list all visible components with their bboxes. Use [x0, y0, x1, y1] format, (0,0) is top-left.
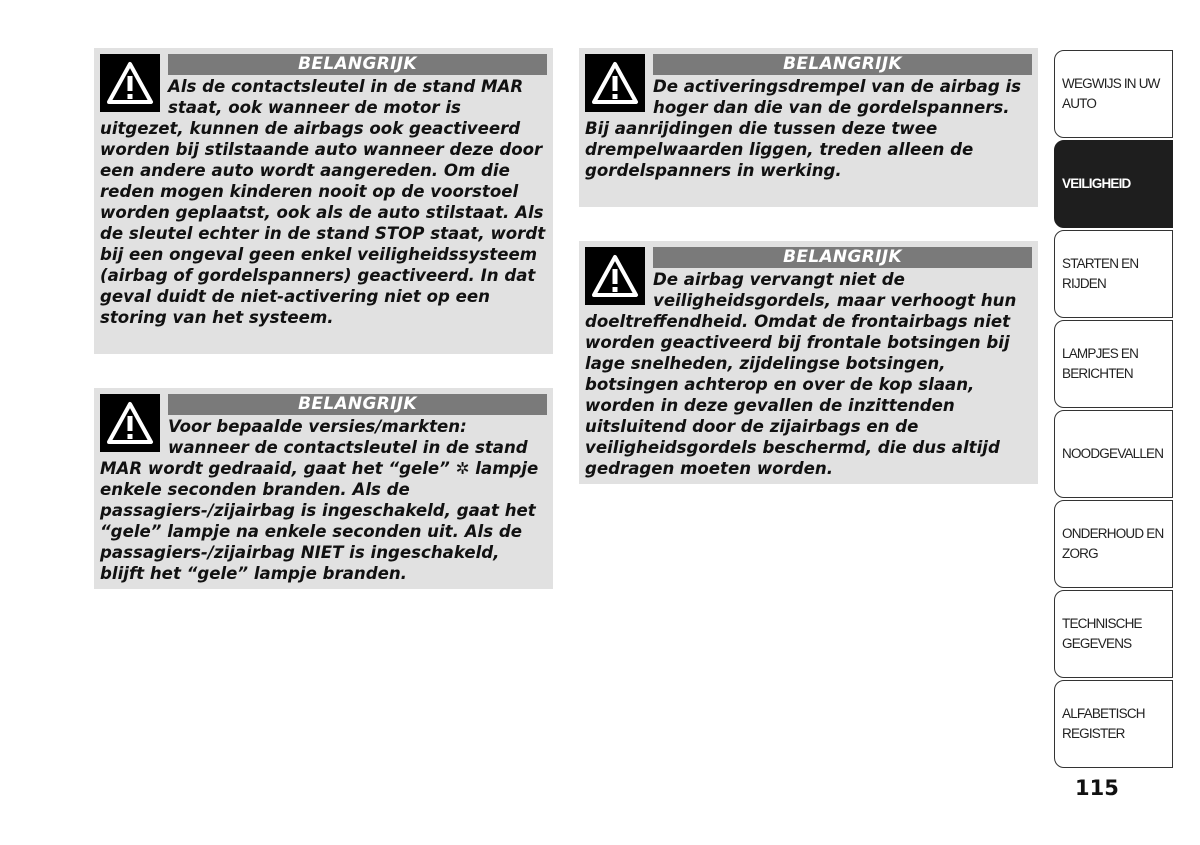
warning-box-2 [94, 388, 553, 589]
warning-triangle-icon [585, 54, 645, 112]
box-text: Voor bepaalde versies/markten: wanneer de contactsleutel in de stand MAR wordt gedraaid, gaat het “gele” ✲ lampje enkele seconden branden. Als de passagiers-/zijairbag is ingeschakeld, gaat het “gele” lampje na enkele seconden uit. Als de passagiers-/zijairbag NIET is ingeschakeld, blijft het “gele” lampje branden. [100, 417, 539, 583]
box-text: De airbag vervangt niet de veiligheidsgordels, maar verhoogt hun doeltreffendheid. Omdat de frontairbags niet worden geactiveerd bij frontale botsingen bij lage snelheden, zijdelingse botsingen, botsingen achterop en over de kop slaan, worden in deze gevallen de inzittenden uitsluitend door de zijairbags en de veiligheidsgordels beschermd, die dus altijd gedragen moeten worden. [585, 270, 1017, 478]
chapter-nav [1054, 50, 1173, 770]
tab-noodgevallen[interactable]: NOODGEVALLEN [1054, 410, 1173, 498]
warning-box-header [585, 247, 1032, 291]
box-title: BELANGRIJK [653, 54, 1032, 75]
tab-onderhoud-en-zorg[interactable]: ONDERHOUD EN ZORG [1054, 500, 1173, 588]
warning-box-header [585, 54, 1032, 98]
box-title: BELANGRIJK [168, 394, 547, 415]
page-number: 115 [1075, 776, 1119, 800]
warning-triangle-icon [585, 247, 645, 305]
warning-triangle-icon [100, 394, 160, 452]
tab-starten-en-rijden[interactable]: STARTEN EN RIJDEN [1054, 230, 1173, 318]
box-text: De activeringsdrempel van de airbag is hoger dan die van de gordelspanners. Bij aanrijdingen die tussen deze twee drempelwaarden liggen, treden alleen de gordelspanners in werking. [585, 77, 1022, 180]
warning-box-1 [94, 48, 553, 354]
tab-technische-gegevens[interactable]: TECHNISCHE GEGEVENS [1054, 590, 1173, 678]
box-title: BELANGRIJK [653, 247, 1032, 268]
warning-box-header [100, 54, 547, 98]
warning-triangle-icon [100, 54, 160, 112]
warning-box-3 [579, 48, 1038, 207]
warning-box-header [100, 394, 547, 438]
tab-wegwijs[interactable]: WEGWIJS IN UW AUTO [1054, 50, 1173, 138]
tab-veiligheid[interactable]: VEILIGHEID [1054, 140, 1173, 228]
warning-box-4 [579, 241, 1038, 484]
box-title: BELANGRIJK [168, 54, 547, 75]
tab-lampjes-en-berichten[interactable]: LAMPJES EN BERICHTEN [1054, 320, 1173, 408]
tab-alfabetisch-register[interactable]: ALFABETISCH REGISTER [1054, 680, 1173, 768]
box-text: Als de contactsleutel in de stand MAR staat, ook wanneer de motor is uitgezet, kunnen de airbags ook geactiveerd worden bij stilstaande auto wanneer deze door een andere auto wordt aangereden. Om die reden mogen kinderen nooit op de voorstoel worden geplaatst, ook als de auto stilstaat. Als de sleutel echter in de stand STOP staat, wordt bij een ongeval geen enkel veiligheidssysteem (airbag of gordelspanners) geactiveerd. In dat geval duidt de niet-activering niet op een storing van het systeem. [100, 77, 546, 327]
